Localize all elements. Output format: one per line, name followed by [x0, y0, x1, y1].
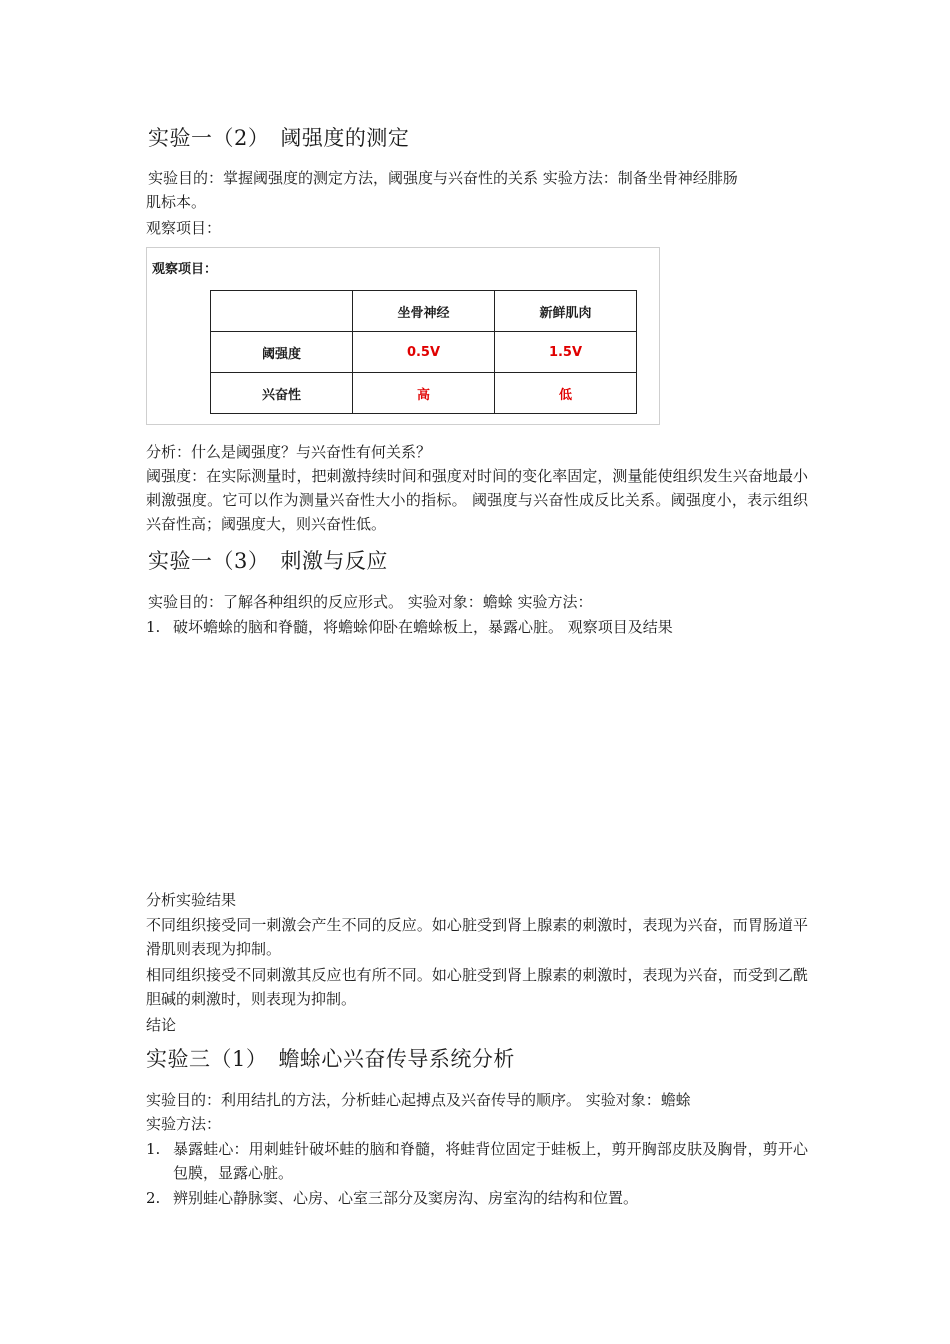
figure-title: 观察项目：	[152, 262, 218, 277]
purpose-stimulus: 实验目的：了解各种组织的反应形式。 实验对象：蟾蜍 实验方法：	[148, 593, 593, 611]
cell-threshold-nerve: 0.5V	[353, 332, 495, 373]
analysis-paragraph-2: 相同组织接受不同刺激其反应也有所不同。如心脏受到肾上腺素的刺激时，表现为兴奋，而受到乙酰胆碱的刺激时，则表现为抑制。	[146, 966, 808, 1008]
step-number: 1.	[146, 1140, 161, 1158]
section-heading-heart: 实验三（1） 蟾蜍心兴奋传导系统分析	[146, 1047, 515, 1071]
table-row	[211, 291, 637, 332]
section-heading-stimulus: 实验一（3） 刺激与反应	[148, 549, 388, 573]
step-number: 2.	[146, 1189, 161, 1207]
step-text: 辨别蛙心静脉窦、心房、心室三部分及窦房沟、房室沟的结构和位置。	[173, 1189, 639, 1207]
observe-label: 观察项目：	[146, 219, 222, 237]
analysis-paragraph-1: 不同组织接受同一刺激会产生不同的反应。如心脏受到肾上腺素的刺激时，表现为兴奋，而胃肠道平滑肌则表现为抑制。	[146, 916, 808, 958]
observation-table	[210, 290, 637, 414]
purpose-heart: 实验目的：利用结扎的方法，分析蛙心起搏点及兴奋传导的顺序。 实验对象：蟾蜍	[146, 1091, 691, 1109]
row-label-threshold: 阈强度	[211, 332, 353, 373]
method-label: 实验方法：	[146, 1115, 222, 1133]
table-row	[211, 332, 637, 373]
table-corner-cell	[211, 291, 353, 332]
conclusion-label: 结论	[146, 1016, 177, 1034]
analysis-question: 分析：什么是阈强度？与兴奋性有何关系？	[146, 443, 432, 461]
cell-threshold-muscle: 1.5V	[495, 332, 637, 373]
step-text: 破坏蟾蜍的脑和脊髓，将蟾蜍仰卧在蟾蜍板上，暴露心脏。 观察项目及结果	[173, 618, 673, 636]
purpose-line-1: 实验目的：掌握阈强度的测定方法，阈强度与兴奋性的关系 实验方法：制备坐骨神经腓肠	[148, 169, 738, 187]
section-heading-threshold: 实验一（2） 阈强度的测定	[148, 126, 410, 150]
step-text: 暴露蛙心：用刺蛙针破坏蛙的脑和脊髓，将蛙背位固定于蛙板上，剪开胸部皮肤及胸骨，剪开心包膜，显露心脏。	[173, 1140, 808, 1182]
observation-figure	[146, 247, 660, 425]
analysis-answer: 阈强度：在实际测量时，把刺激持续时间和强度对时间的变化率固定，测量能使组织发生兴奋地最小刺激强度。它可以作为测量兴奋性大小的指标。 阈强度与兴奋性成反比关系。阈强度小，表示组织兴奋性高；阈强度大，则兴奋性低。	[146, 467, 808, 533]
col-header-nerve: 坐骨神经	[353, 291, 495, 332]
table-row	[211, 373, 637, 414]
cell-excitability-muscle: 低	[495, 373, 637, 414]
cell-excitability-nerve: 高	[353, 373, 495, 414]
col-header-muscle: 新鲜肌肉	[495, 291, 637, 332]
step-number: 1.	[146, 618, 161, 636]
purpose-line-2: 肌标本。	[146, 193, 207, 211]
row-label-excitability: 兴奋性	[211, 373, 353, 414]
analysis-results-title: 分析实验结果	[146, 891, 237, 909]
